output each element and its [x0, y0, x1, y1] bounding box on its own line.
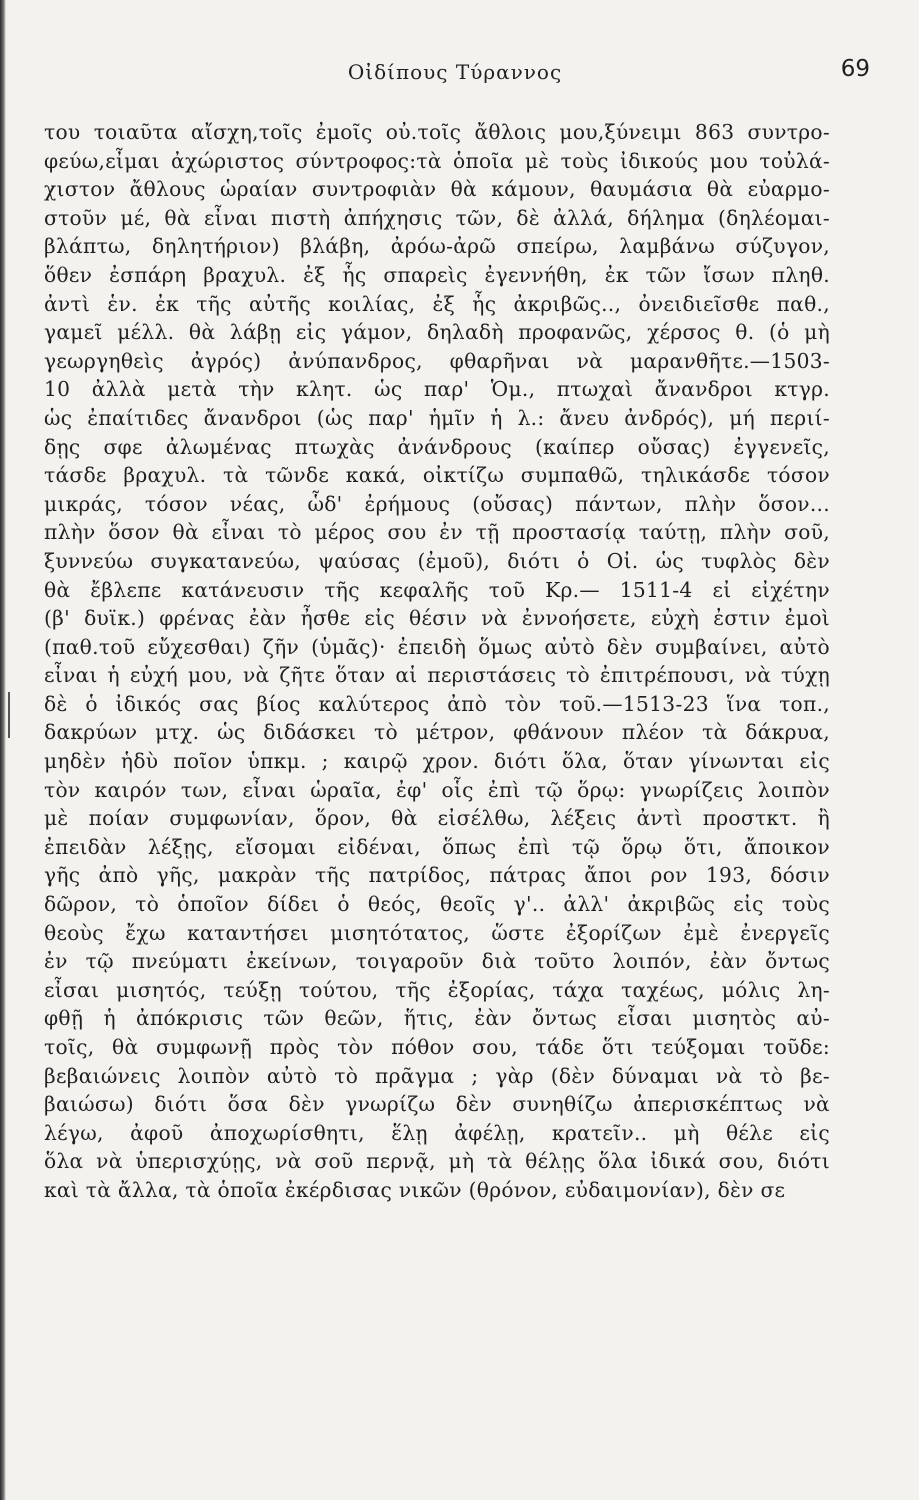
text-line: μὲ ποίαν συμφωνίαν, ὅρον, θὰ εἰσέλθω, λέξεις ἀντὶ προστκτ. ἢ — [44, 806, 830, 831]
text-line: θεοὺς ἔχω καταντήσει μισητότατος, ὥστε ἐξορίζων ἐμὲ ἐνεργεῖς — [44, 920, 830, 945]
text-line: φεύω,εἶμαι ἀχώριστος σύντροφος:τὰ ὁποῖα μὲ τοὺς ἰδικούς μου τοὐλά- — [44, 148, 830, 173]
text-line: ἀντὶ ἑν. ἐκ τῆς αὐτῆς κοιλίας, ἐξ ἧς ἀκριβῶς.., ὀνειδιεῖσθε παθ., — [44, 291, 830, 316]
text-line: θὰ ἔβλεπε κατάνευσιν τῆς κεφαλῆς τοῦ Κρ.— 1511-4 εἰ εἰχέτην — [44, 577, 830, 602]
text-line: γῆς ἀπὸ γῆς, μακρὰν τῆς πατρίδος, πάτρας ἄποι ρον 193, δόσιν — [44, 863, 830, 888]
text-line: 10 ἀλλὰ μετὰ τὴν κλητ. ὡς παρ' Ὁμ., πτωχαὶ ἄνανδροι κτγρ. — [44, 377, 830, 402]
text-line: φθῇ ἡ ἀπόκρισις τῶν θεῶν, ἥτις, ἐὰν ὄντως εἶσαι μισητὸς αὐ- — [44, 1006, 830, 1031]
text-line: καὶ τὰ ἄλλα, τὰ ὁποῖα ἐκέρδισας νικῶν (θρόνον, εὐδαιμονίαν), δὲν σε — [44, 1177, 786, 1202]
text-line: χιστον ἄθλους ὡραίαν συντροφιὰν θὰ κάμουν, θαυμάσια θὰ εὐαρμο- — [44, 177, 830, 202]
text-line: μηδὲν ἡδὺ ποῖον ὑπκμ. ; καιρῷ χρον. διότι ὅλα, ὅταν γίνωνται εἰς — [44, 749, 830, 774]
text-line: ξυννεύω συγκατανεύω, ψαύσας (ἐμοῦ), διότι ὁ Οἰ. ὡς τυφλὸς δὲν — [44, 548, 830, 573]
page-number: 69 — [840, 56, 870, 82]
text-line: λέγω, ἀφοῦ ἀποχωρίσθητι, ἕλῃ ἀφέλῃ, κρατεῖν.. μὴ θέλε εἰς — [44, 1120, 830, 1145]
text-line: βεβαιώνεις λοιπὸν αὐτὸ τὸ πρᾶγμα ; γὰρ (δὲν δύναμαι νὰ τὸ βε- — [44, 1063, 830, 1088]
text-line: πλὴν ὅσον θὰ εἶναι τὸ μέρος σου ἐν τῇ προστασίᾳ ταύτῃ, πλὴν σοῦ, — [44, 520, 830, 545]
text-line: ὅλα νὰ ὑπερισχύῃς, νὰ σοῦ περνᾷ, μὴ τὰ θέλῃς ὅλα ἰδικά σου, διότι — [44, 1149, 830, 1174]
text-line: δακρύων μτχ. ὡς διδάσκει τὸ μέτρον, φθάνουν πλέον τὰ δάκρυα, — [44, 720, 830, 745]
page-header — [40, 54, 870, 94]
text-line: τάσδε βραχυλ. τὰ τῶνδε κακά, οἰκτίζω συμπαθῶ, τηλικάσδε τόσον — [44, 463, 830, 488]
text-line: ὅθεν ἐσπάρη βραχυλ. ἐξ ἧς σπαρεὶς ἐγεννήθη, ἐκ τῶν ἴσων πληθ. — [44, 262, 830, 287]
text-line: δῃς σφε ἀλωμένας πτωχὰς ἀνάνδρους (καίπερ οὔσας) ἐγγενεῖς, — [44, 434, 830, 459]
text-line: (παθ.τοῦ εὔχεσθαι) ζῆν (ὑμᾶς)· ἐπειδὴ ὅμως αὐτὸ δὲν συμβαίνει, αὐτὸ — [44, 634, 830, 659]
text-line: ὡς ἐπαίτιδες ἄνανδροι (ὡς παρ' ἡμῖν ἡ λ.: ἄνευ ἀνδρός), μή περιί- — [44, 405, 830, 430]
text-line: βαιώσω) διότι ὅσα δὲν γνωρίζω δὲν συνηθίζω ἀπερισκέπτως νὰ — [44, 1092, 830, 1117]
text-line: τοῖς, θὰ συμφωνῇ πρὸς τὸν πόθον σου, τάδε ὅτι τεύξομαι τοῦδε: — [44, 1035, 830, 1059]
text-line: δὲ ὁ ἰδικός σας βίος καλύτερος ἀπὸ τὸν τοῦ.—1513-23 ἵνα τοπ., — [44, 691, 830, 716]
text-line: δῶρον, τὸ ὁποῖον δίδει ὁ θεός, θεοῖς γ'.. ἀλλ' ἀκριβῶς εἰς τοὺς — [44, 892, 830, 917]
page-scan-edge — [0, 0, 6, 1500]
running-title: Οἰδίπους Τύραννος — [347, 60, 563, 84]
text-line: βλάπτω, δηλητήριον) βλάβη, ἀρόω-ἀρῶ σπείρω, λαμβάνω σύζυγον, — [44, 234, 830, 259]
text-line: εἶσαι μισητός, τεύξῃ τούτου, τῆς ἐξορίας, τάχα ταχέως, μόλις λη- — [44, 977, 830, 1002]
text-line: ἐπειδὰν λέξῃς, εἴσομαι εἰδέναι, ὅπως ἐπὶ τῷ ὅρῳ ὅτι, ἄποικον — [44, 834, 830, 859]
text-line: τὸν καιρόν των, εἶναι ὡραῖα, ἐφ' οἷς ἐπὶ τῷ ὅρῳ: γνωρίζεις λοιπὸν — [44, 777, 830, 802]
commentary-text — [44, 118, 830, 1205]
text-line: του τοιαῦτα αἴσχη,τοῖς ἐμοῖς οὐ.τοῖς ἄθλοις μου,ξύνειμι 863 συντρο- — [44, 120, 830, 144]
text-line: γαμεῖ μέλλ. θὰ λάβῃ εἰς γάμον, δηλαδὴ προφανῶς, χέρσος θ. (ὁ μὴ — [44, 320, 830, 345]
text-line: στοῦν μέ, θὰ εἶναι πιστὴ ἀπήχησις τῶν, δὲ ἀλλά, δήλημα (δηλέομαι- — [44, 205, 830, 230]
text-line: γεωργηθεὶς ἀγρός) ἀνύπανδρος, φθαρῆναι νὰ μαρανθῆτε.—1503- — [44, 348, 830, 373]
text-line: εἶναι ἡ εὐχή μου, νὰ ζῆτε ὅταν αἱ περιστάσεις τὸ ἐπιτρέπουσι, νὰ τύχῃ — [44, 663, 830, 688]
margin-mark — [8, 692, 10, 738]
text-line: μικράς, τόσον νέας, ὧδ' ἐρήμους (οὔσας) πάντων, πλὴν ὅσον... — [44, 491, 830, 516]
text-line: ἐν τῷ πνεύματι ἐκείνων, τοιγαροῦν διὰ τοῦτο λοιπόν, ἐὰν ὄντως — [44, 949, 830, 974]
text-line: (β' δυϊκ.) φρένας ἐὰν ἦσθε εἰς θέσιν νὰ ἐννοήσετε, εὐχὴ ἐστιν ἐμοὶ — [44, 606, 830, 631]
